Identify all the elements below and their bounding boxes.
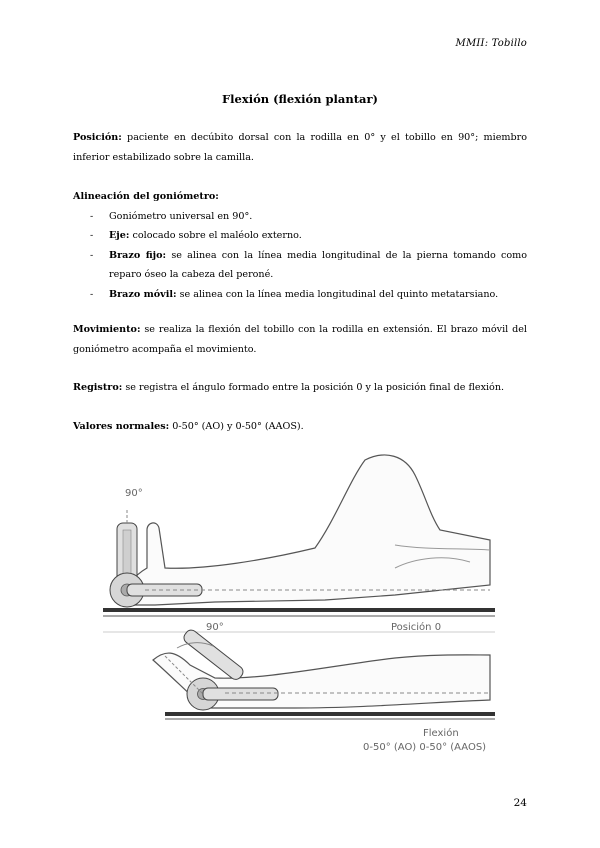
leg-illustration [95,450,510,770]
posicion-text: paciente en decúbito dorsal con la rodilla en 0° y el tobillo en 90°; miembro inferior estabilizado sobre la camilla. [73,132,527,163]
top-angle-label: 90° [125,488,143,499]
running-head: MMII: Tobillo [455,38,527,49]
alineacion-section [73,187,527,304]
page-number: 24 [513,797,527,809]
valores-text: 0-50° (AO) y 0-50° (AAOS). [172,421,304,432]
list-item: - Eje: colocado sobre el maléolo externo. [90,230,302,241]
list-item: - Brazo móvil: se alinea con la línea media longitudinal del quinto metatarsiano. [90,288,499,300]
alineacion-list [73,207,527,305]
movimiento-text: se realiza la flexión del tobillo con la rodilla en extensión. El brazo móvil del goniómetro acompaña el movimiento. [73,324,527,355]
table-bottom [165,712,495,716]
list-item: - Brazo fijo: se alinea con la línea media longitudinal de la pierna tomando como reparo óseo la cabeza del peroné. [90,249,527,280]
table-top [103,608,495,612]
goniometry-figure [95,450,510,770]
movimiento-paragraph [73,320,527,359]
movimiento-label: Movimiento: [73,324,141,335]
registro-label: Registro: [73,382,123,393]
top-caption: Posición 0 [391,622,442,633]
valores-paragraph [73,417,527,437]
section-title: Flexión (flexión plantar) [222,92,378,106]
bottom-caption-values: 0-50° (AO) 0-50° (AAOS) [363,742,487,753]
bottom-angle-label: 90° [206,622,224,633]
posicion-label: Posición: [73,132,122,143]
alineacion-heading: Alineación del goniómetro: [73,191,219,202]
registro-text: se registra el ángulo formado entre la posición 0 y la posición final de flexión. [125,382,505,393]
bottom-caption-flexion: Flexión [423,728,459,739]
goniometer-fixed-arm-flexed [203,688,278,700]
registro-paragraph [73,378,527,398]
list-item: - Goniómetro universal en 90°. [90,210,253,222]
posicion-paragraph [73,128,527,167]
valores-label: Valores normales: [73,421,170,432]
